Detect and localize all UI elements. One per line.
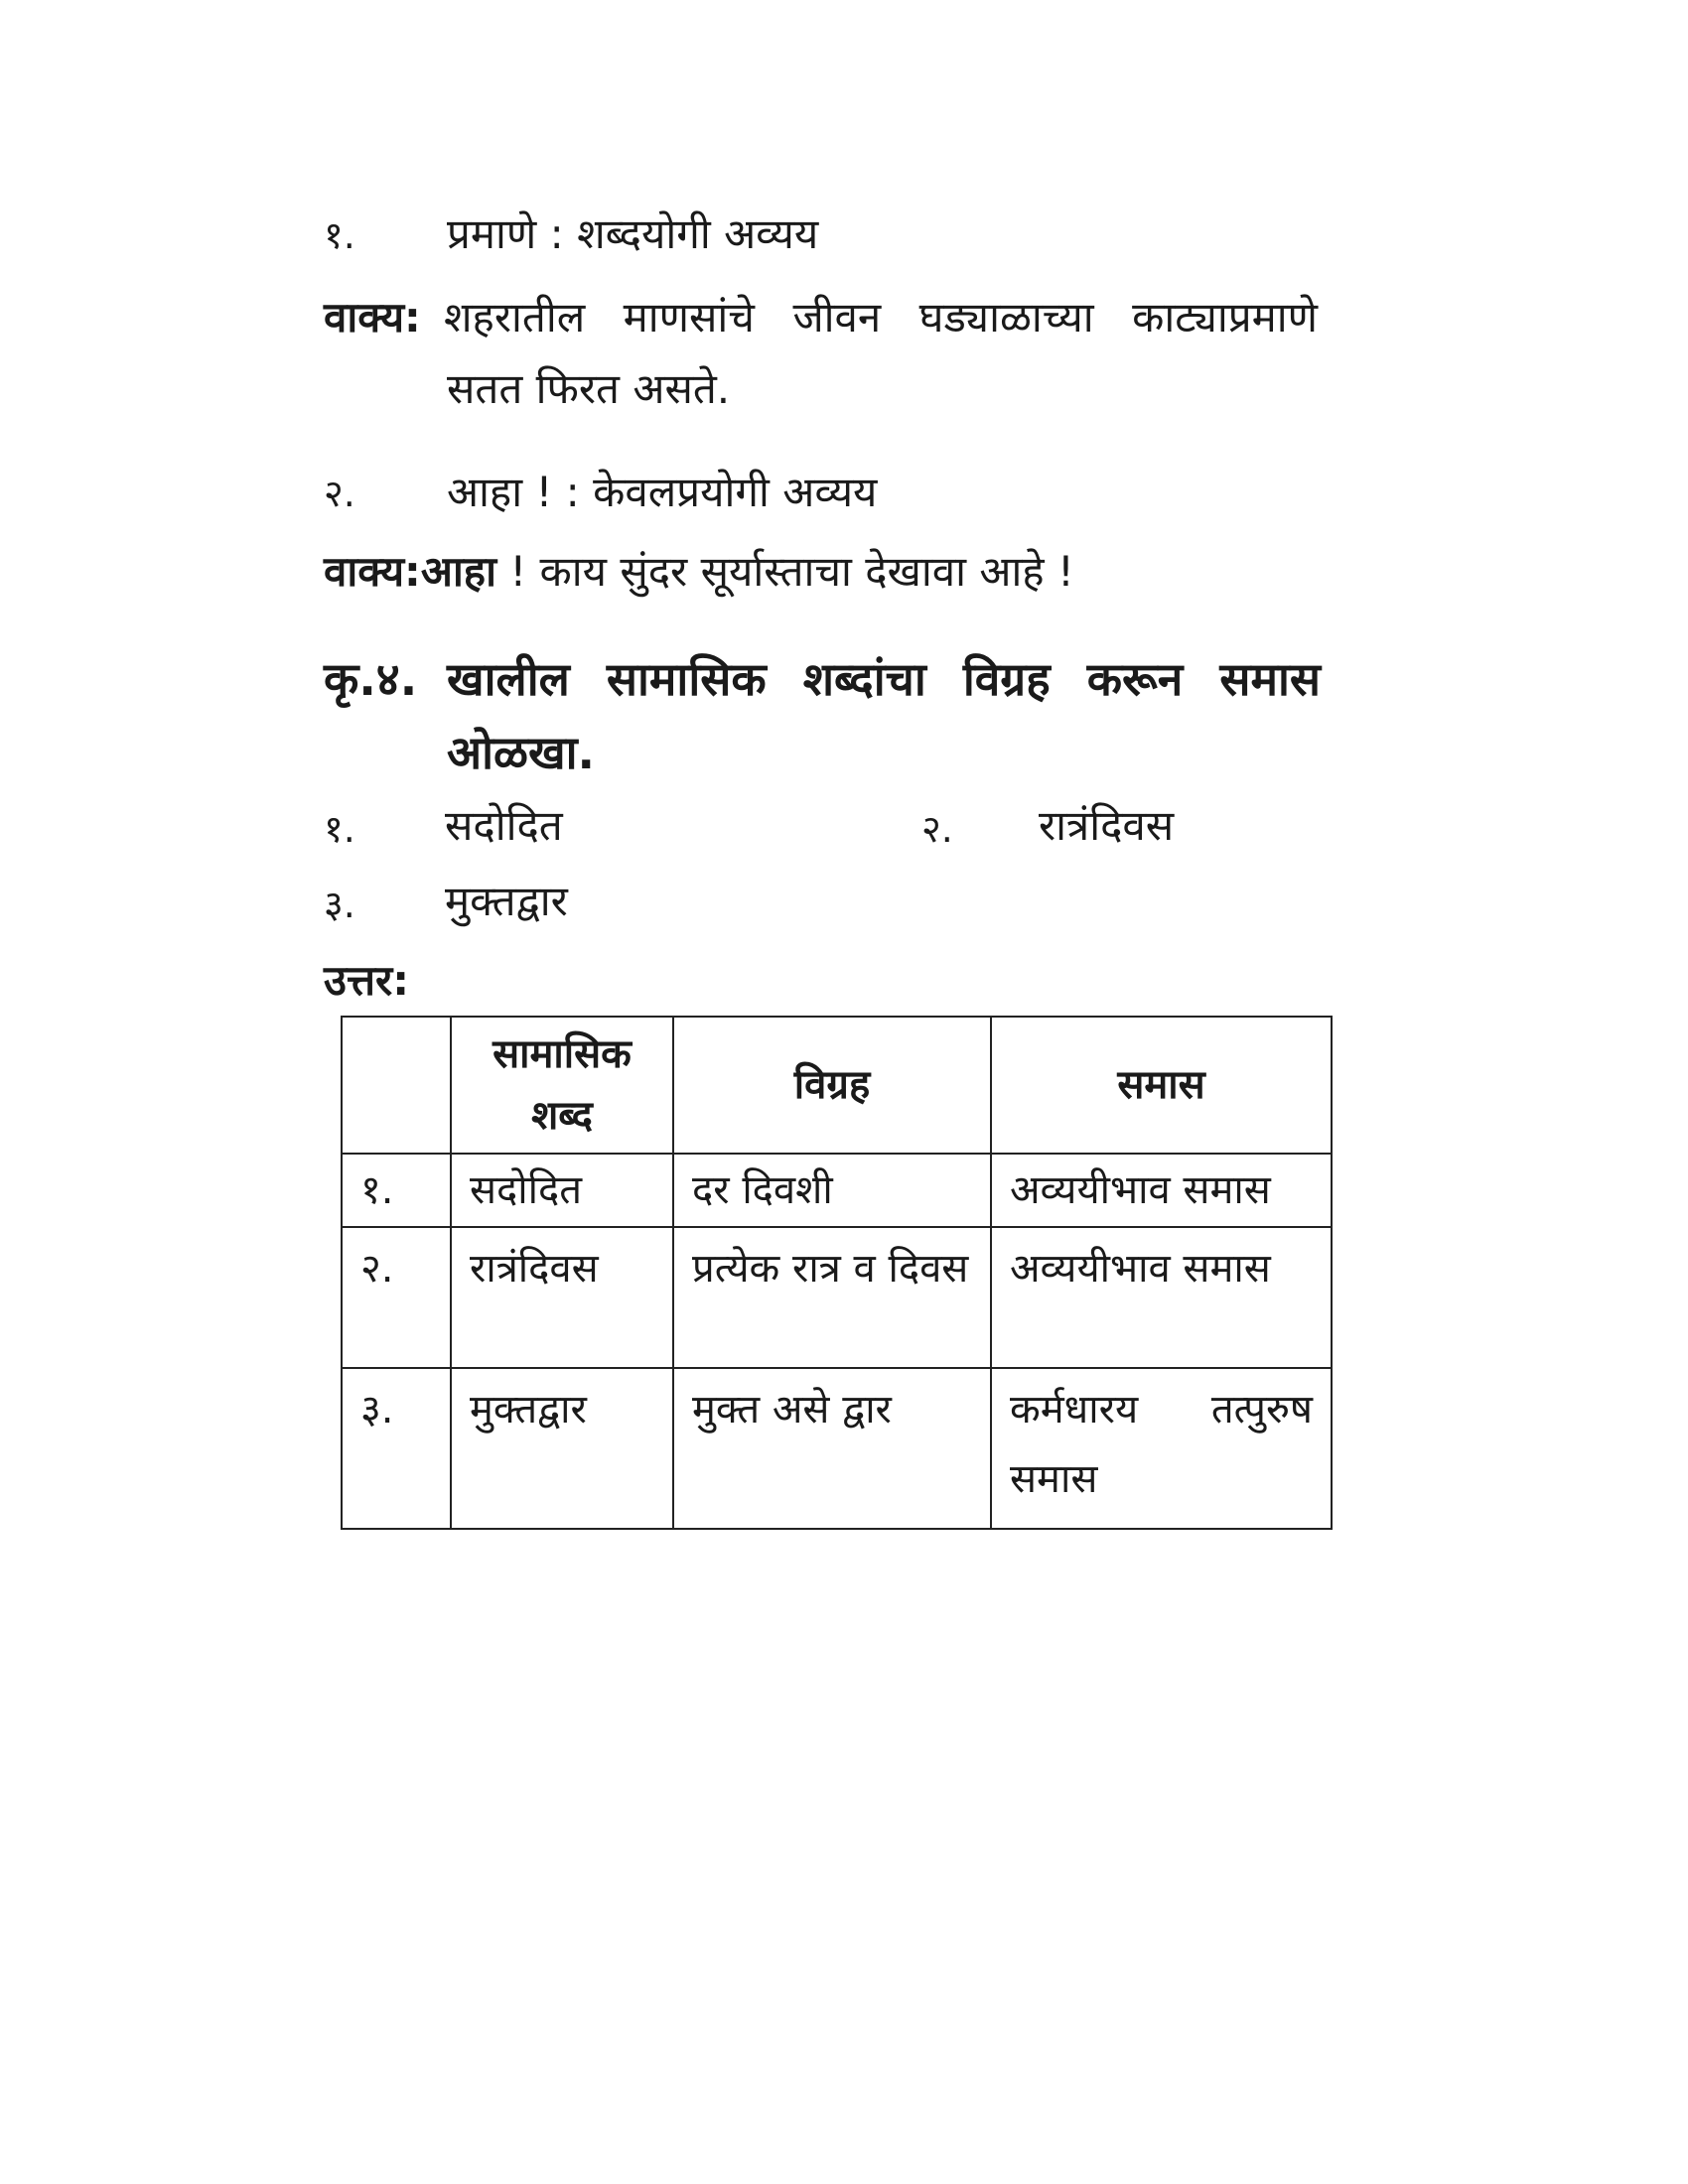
table-header-cell: समास (991, 1017, 1332, 1154)
table-cell: दर दिवशी (673, 1154, 991, 1227)
table-header-cell: सामासिक शब्द (451, 1017, 673, 1154)
item-number: २. (324, 472, 355, 515)
interjection: आहा (420, 547, 496, 596)
word-number: २. (921, 807, 953, 851)
item-text: आहा ! : केवलप्रयोगी अव्यय (447, 468, 878, 516)
item-number: १. (324, 213, 355, 257)
word: मुक्तद्वार (445, 877, 568, 925)
table-header-cell (342, 1017, 451, 1154)
word: रात्रंदिवस (1039, 801, 1175, 850)
sentence-line: सतत फिरत असते. (447, 364, 731, 413)
table-header-cell: विग्रह (673, 1017, 991, 1154)
word: सदोदित (445, 801, 563, 850)
table-cell: सदोदित (451, 1154, 673, 1227)
table-cell: कर्मधारय तत्पुरुष समास (991, 1368, 1332, 1529)
table-header-row (342, 1017, 1332, 1154)
word-number: १. (324, 807, 355, 851)
sentence-text: ! काय सुंदर सूर्यास्ताचा देखावा आहे ! (495, 547, 1074, 596)
table-cell: १. (342, 1154, 451, 1227)
sentence-label: वाक्य: (324, 547, 421, 596)
question-text: खालील सामासिक शब्दांचा विग्रह करून समास (447, 652, 1321, 706)
table-cell: मुक्तद्वार (451, 1368, 673, 1529)
item-text: प्रमाणे : शब्दयोगी अव्यय (447, 209, 819, 258)
table-cell: रात्रंदिवस (451, 1227, 673, 1368)
table-row (342, 1368, 1332, 1529)
table-row (342, 1227, 1332, 1368)
word-number: ३. (324, 883, 355, 926)
answer-label: उत्तर: (324, 956, 410, 1005)
table-row (342, 1154, 1332, 1227)
question-number: कृ.४. (324, 652, 418, 706)
table-cell: २. (342, 1227, 451, 1368)
table-cell: ३. (342, 1368, 451, 1529)
sentence (324, 542, 1074, 599)
question-text: ओळखा. (447, 726, 596, 779)
table-cell: प्रत्येक रात्र व दिवस (673, 1227, 991, 1368)
sentence-label: वाक्य: (324, 293, 421, 341)
table-cell: मुक्त असे द्वार (673, 1368, 991, 1529)
answer-table (341, 1016, 1333, 1530)
sentence-line: शहरातील माणसांचे जीवन घड्याळाच्या काट्याप्रमाणे (444, 293, 1318, 341)
table-cell: अव्ययीभाव समास (991, 1227, 1332, 1368)
table-cell: अव्ययीभाव समास (991, 1154, 1332, 1227)
